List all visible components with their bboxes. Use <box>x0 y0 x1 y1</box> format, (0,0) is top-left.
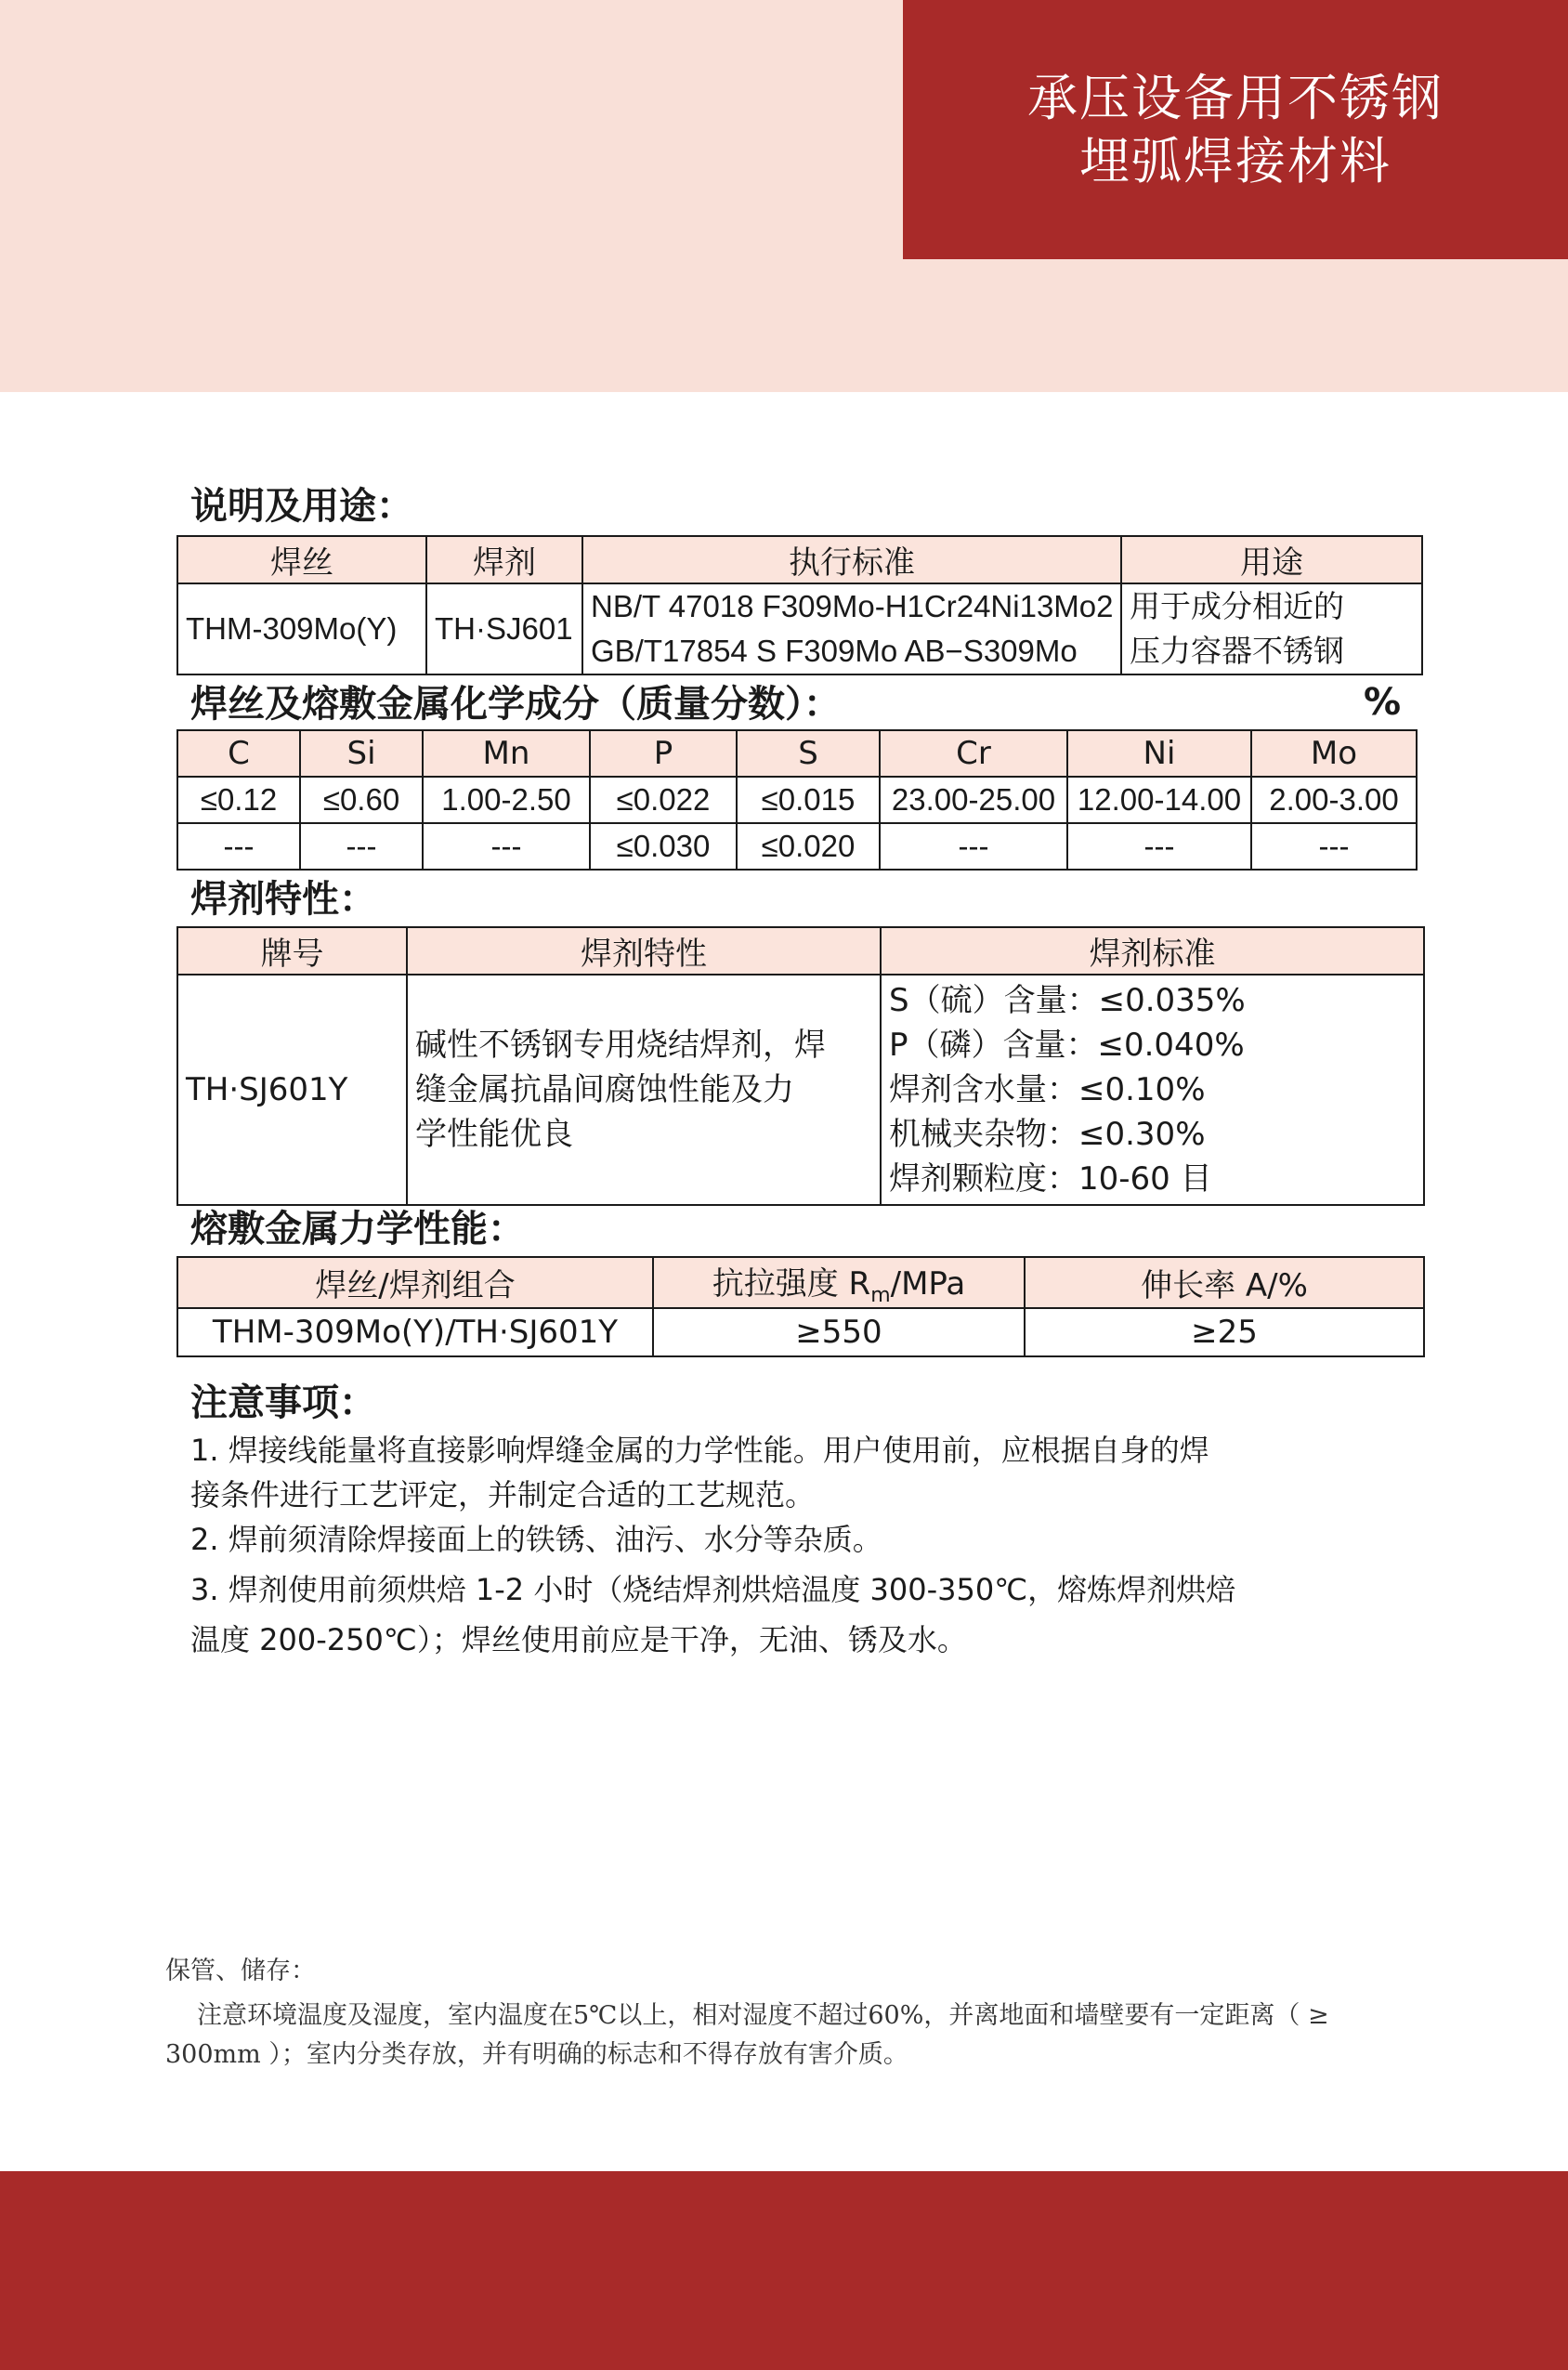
chem-cell: ≤0.030 <box>590 823 737 870</box>
storage-section <box>165 1949 1410 2077</box>
usage-purpose-1: 用于成分相近的 <box>1130 588 1344 624</box>
chem-cell: 23.00-25.00 <box>880 777 1067 823</box>
chem-header-mn: Mn <box>423 730 590 777</box>
usage-wire: THM-309Mo(Y) <box>177 583 426 674</box>
mech-header-strength-text: 抗拉强度 R <box>712 1265 871 1303</box>
usage-flux: TH·SJ601 <box>426 583 582 674</box>
chemistry-heading: 焊丝及熔敷金属化学成分（质量分数）： <box>190 683 841 726</box>
flux-header-features: 焊剂特性 <box>407 927 881 975</box>
chemistry-unit: % <box>1364 681 1402 724</box>
note-3b: 温度 200-250℃）；焊丝使用前应是干净，无油、锈及水。 <box>190 1622 967 1657</box>
mech-header-strength-unit: /MPa <box>890 1265 966 1303</box>
storage-heading: 保管、储存： <box>165 1957 316 1985</box>
chem-row-deposit <box>177 823 1417 870</box>
flux-features <box>407 975 881 1205</box>
chem-cell: ≤0.022 <box>590 777 737 823</box>
note-1a: 1. 焊接线能量将直接影响焊缝金属的力学性能。用户使用前，应根据自身的焊 <box>190 1433 1209 1468</box>
chem-header-p: P <box>590 730 737 777</box>
chem-cell: --- <box>880 823 1067 870</box>
usage-purpose-2: 压力容器不锈钢 <box>1130 633 1344 669</box>
chem-cell: --- <box>300 823 423 870</box>
chem-header-cr: Cr <box>880 730 1067 777</box>
flux-table <box>176 926 1425 1206</box>
note-1b: 接条件进行工艺评定，并制定合适的工艺规范。 <box>190 1477 816 1512</box>
flux-standard-line: 焊剂含水量：≤0.10% <box>889 1071 1206 1108</box>
flux-header-standards: 焊剂标准 <box>881 927 1424 975</box>
chem-cell: ≤0.020 <box>737 823 880 870</box>
chem-header-c: C <box>177 730 300 777</box>
chem-header-s: S <box>737 730 880 777</box>
chem-header-si: Si <box>300 730 423 777</box>
notes-heading: 注意事项： <box>190 1381 376 1424</box>
flux-feature-line: 碱性不锈钢专用烧结焊剂，焊 <box>415 1027 826 1064</box>
flux-heading: 焊剂特性： <box>190 878 376 921</box>
chem-cell: --- <box>1251 823 1417 870</box>
mechanical-table <box>176 1256 1425 1357</box>
note-2: 2. 焊前须清除焊接面上的铁锈、油污、水分等杂质。 <box>190 1522 882 1557</box>
usage-header-standard: 执行标准 <box>582 536 1121 583</box>
flux-standards <box>881 975 1424 1205</box>
chem-cell: 1.00-2.50 <box>423 777 590 823</box>
mech-header-combo: 焊丝/焊剂组合 <box>177 1257 653 1308</box>
notes-list <box>190 1428 1342 1662</box>
mech-combo: THM-309Mo(Y)/TH·SJ601Y <box>177 1308 653 1356</box>
flux-standard-line: 机械夹杂物：≤0.30% <box>889 1116 1206 1153</box>
flux-standard-line: P（磷）含量：≤0.040% <box>889 1027 1245 1064</box>
chem-cell: 2.00-3.00 <box>1251 777 1417 823</box>
chem-cell: --- <box>423 823 590 870</box>
title-line-1: 承压设备用不锈钢 <box>1027 68 1444 127</box>
chemistry-table <box>176 729 1418 871</box>
chem-cell: ≤0.015 <box>737 777 880 823</box>
chem-cell: --- <box>177 823 300 870</box>
flux-standard-line: 焊剂颗粒度：10-60 目 <box>889 1160 1212 1198</box>
usage-standard-2: GB/T17854 S F309Mo AB−S309Mo <box>591 634 1078 668</box>
title-box <box>903 0 1568 259</box>
mech-strength: ≥550 <box>653 1308 1025 1356</box>
chem-header-mo: Mo <box>1251 730 1417 777</box>
flux-feature-line: 缝金属抗晶间腐蚀性能及力 <box>415 1071 794 1108</box>
mech-header-elongation: 伸长率 A/% <box>1025 1257 1424 1308</box>
footer-band <box>0 2171 1568 2370</box>
usage-standards <box>582 583 1121 674</box>
usage-heading: 说明及用途： <box>190 485 413 528</box>
mech-header-strength-sub: m <box>870 1283 891 1307</box>
flux-header-grade: 牌号 <box>177 927 407 975</box>
chem-cell: 12.00-14.00 <box>1067 777 1251 823</box>
usage-header-use: 用途 <box>1121 536 1422 583</box>
usage-header-wire: 焊丝 <box>177 536 426 583</box>
usage-header-flux: 焊剂 <box>426 536 582 583</box>
note-3a: 3. 焊剂使用前须烘焙 1-2 小时（烧结焊剂烘焙温度 300-350℃，熔炼焊剂烘焙 <box>190 1572 1236 1607</box>
chem-header-ni: Ni <box>1067 730 1251 777</box>
mechanical-heading: 熔敷金属力学性能： <box>190 1208 525 1250</box>
storage-line-2: 300mm ）；室内分类存放，并有明确的标志和不得存放有害介质。 <box>165 2040 908 2069</box>
flux-grade: TH·SJ601Y <box>177 975 407 1205</box>
storage-line-1: 注意环境温度及湿度，室内温度在5℃以上，相对湿度不超过60%，并离地面和墙壁要有一定距离（ ≥ <box>197 2001 1329 2030</box>
usage-purpose <box>1121 583 1422 674</box>
usage-table <box>176 535 1423 675</box>
chem-cell: ≤0.12 <box>177 777 300 823</box>
mech-elongation: ≥25 <box>1025 1308 1424 1356</box>
mech-header-strength <box>653 1257 1025 1308</box>
chem-cell: --- <box>1067 823 1251 870</box>
chem-cell: ≤0.60 <box>300 777 423 823</box>
title-line-2: 埋弧焊接材料 <box>1079 131 1392 190</box>
chem-row-wire <box>177 777 1417 823</box>
flux-feature-line: 学性能优良 <box>415 1116 573 1153</box>
usage-standard-1: NB/T 47018 F309Mo-H1Cr24Ni13Mo2 <box>591 589 1114 623</box>
flux-standard-line: S（硫）含量：≤0.035% <box>889 982 1246 1019</box>
